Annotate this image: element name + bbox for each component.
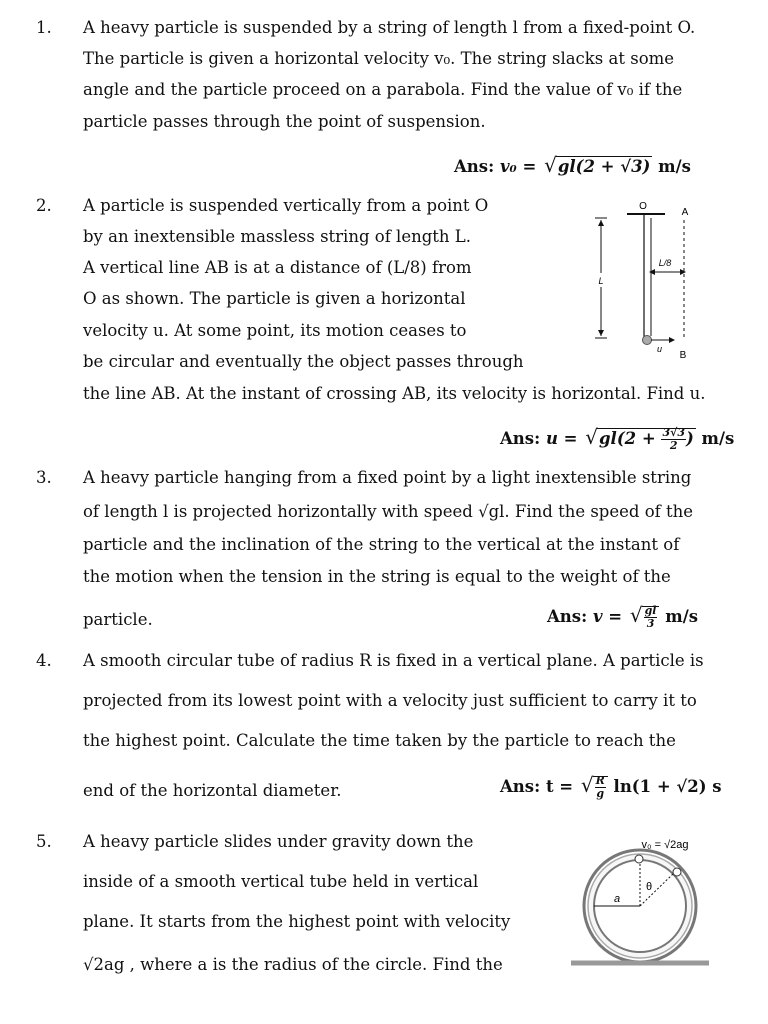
- label-l8: L/8: [658, 258, 672, 268]
- problem-3-line: particle and the inclination of the string to the vertical at the instant of: [83, 535, 680, 554]
- answer-frac-num: R: [595, 774, 605, 787]
- label-a: a: [613, 893, 621, 905]
- answer-frac-den: 2: [669, 439, 678, 452]
- problem-2-line: O as shown. The particle is given a horizontal: [83, 289, 466, 308]
- tube-figure: [565, 832, 715, 972]
- problem-2-line: the line AB. At the instant of crossing AB, its velocity is horizontal. Find u.: [83, 384, 706, 403]
- problem-2-answer: [500, 425, 734, 452]
- answer-label: Ans:: [500, 777, 541, 796]
- problem-3-number: 3.: [36, 468, 52, 487]
- answer-frac-num: gl: [644, 604, 657, 617]
- answer-lhs: t =: [545, 777, 574, 796]
- problem-1-line: The particle is given a horizontal velocity v₀. The string slacks at some: [83, 49, 675, 68]
- answer-unit: m/s: [701, 429, 735, 448]
- problem-5-line: plane. It starts from the highest point with velocity: [83, 912, 511, 931]
- problem-5-line: A heavy particle slides under gravity down the: [83, 832, 474, 851]
- problem-3-line: A heavy particle hanging from a fixed point by a light inextensible string: [83, 468, 692, 487]
- problem-4-line: projected from its lowest point with a velocity just sufficient to carry it to: [83, 691, 697, 710]
- problem-4-answer: [500, 773, 722, 800]
- problem-2-line: be circular and eventually the object passes through: [83, 352, 524, 371]
- problem-2-line: A vertical line AB is at a distance of (L/8) from: [83, 258, 472, 277]
- problem-4-line: end of the horizontal diameter.: [83, 781, 342, 800]
- problem-5-number: 5.: [36, 832, 52, 851]
- problem-4-line: the highest point. Calculate the time taken by the particle to reach the: [83, 731, 676, 750]
- problem-1-number: 1.: [36, 18, 52, 37]
- problem-2-number: 2.: [36, 196, 52, 215]
- answer-radicand: gl(2 + √3): [557, 157, 651, 176]
- problem-3-line: of length l is projected horizontally with speed √gl. Find the speed of the: [83, 502, 694, 521]
- problem-2-line: by an inextensible massless string of length L.: [83, 227, 471, 246]
- label-b: B: [679, 350, 687, 361]
- label-theta: θ: [645, 881, 653, 893]
- problem-1-answer: [454, 153, 691, 177]
- problem-1-line: particle passes through the point of suspension.: [83, 112, 486, 131]
- answer-lhs: u =: [545, 429, 578, 448]
- answer-sqrt: √gl(2 + √3): [544, 153, 651, 177]
- answer-label: Ans:: [500, 429, 541, 448]
- answer-lhs: v =: [592, 607, 623, 626]
- answer-unit: s: [712, 777, 722, 796]
- answer-radicand-post: ): [685, 429, 694, 448]
- answer-unit: m/s: [665, 607, 699, 626]
- problem-3-answer: [547, 603, 698, 630]
- problem-1-line: angle and the particle proceed on a parabola. Find the value of v₀ if the: [83, 80, 683, 99]
- answer-log: ln(1 + √2): [613, 777, 707, 796]
- problem-3-line: the motion when the tension in the string is equal to the weight of the: [83, 567, 671, 586]
- answer-sqrt: √ $\frac{gl}{3}$: [628, 603, 660, 630]
- label-v0: v₀ = √2ag: [641, 839, 689, 851]
- problem-2-line: A particle is suspended vertically from a point O: [83, 196, 489, 215]
- answer-label: Ans:: [454, 157, 495, 176]
- problem-3-line: particle.: [83, 610, 153, 629]
- problem-5-line: inside of a smooth vertical tube held in vertical: [83, 872, 479, 891]
- answer-frac-den: g: [596, 787, 605, 800]
- problem-4-line: A smooth circular tube of radius R is fixed in a vertical plane. A particle is: [83, 651, 704, 670]
- answer-frac-num: 3√3: [662, 426, 685, 439]
- problem-2-line: velocity u. At some point, its motion ceases to: [83, 321, 467, 340]
- answer-label: Ans:: [547, 607, 588, 626]
- label-a: A: [681, 207, 689, 218]
- answer-lhs: v₀ =: [499, 157, 537, 176]
- answer-unit: m/s: [658, 157, 691, 176]
- answer-radicand-pre: gl(2 +: [599, 429, 656, 448]
- answer-sqrt: √ $\frac{R}{g}$: [579, 773, 608, 800]
- problem-5-line: √2ag , where a is the radius of the circle. Find the: [83, 955, 503, 974]
- pendulum-figure: [585, 196, 705, 366]
- label-o: O: [639, 201, 647, 212]
- label-l: L: [598, 276, 604, 286]
- label-u: u: [657, 344, 663, 354]
- problem-4-number: 4.: [36, 651, 52, 670]
- problem-1-line: A heavy particle is suspended by a string of length l from a fixed-point O.: [83, 18, 696, 37]
- answer-sqrt: √gl(2 + $\frac{3√3}{2}$ ): [585, 425, 694, 452]
- answer-frac-den: 3: [646, 617, 655, 630]
